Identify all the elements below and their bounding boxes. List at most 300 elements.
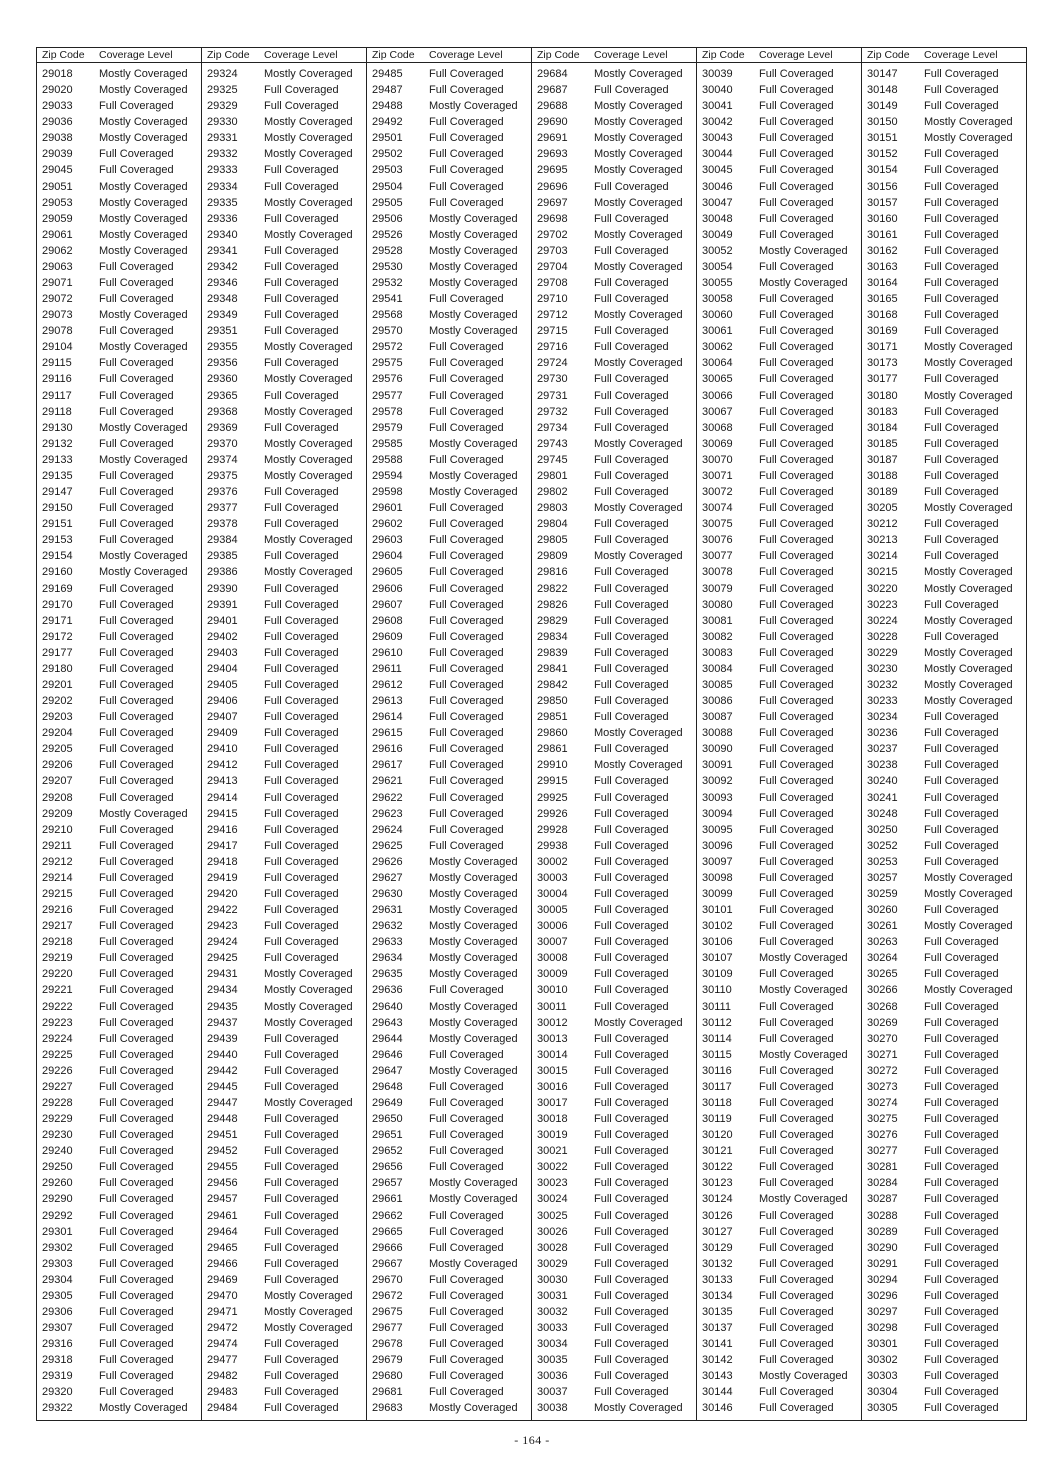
coverage-level-cell: Mostly Coveraged	[594, 550, 683, 563]
zip-code-cell: 30273	[867, 1080, 898, 1093]
coverage-level-cell: Full Coveraged	[264, 582, 339, 595]
zip-code-cell: 29378	[207, 518, 238, 531]
coverage-level-cell: Full Coveraged	[429, 116, 504, 129]
table-row	[367, 1127, 531, 1143]
table-row	[202, 1095, 366, 1111]
zip-code-cell: 29712	[537, 309, 568, 322]
zip-code-header: Zip Code	[42, 49, 85, 61]
zip-code-cell: 30064	[702, 357, 733, 370]
zip-code-cell: 30129	[702, 1241, 733, 1254]
table-row	[367, 1143, 531, 1159]
coverage-level-cell: Mostly Coveraged	[264, 148, 353, 161]
table-row	[532, 999, 696, 1015]
table-row	[697, 693, 861, 709]
table-row	[37, 725, 201, 741]
table-row	[37, 1352, 201, 1368]
coverage-level-cell: Full Coveraged	[99, 759, 174, 772]
table-row	[697, 773, 861, 789]
coverage-level-cell: Full Coveraged	[99, 325, 174, 338]
coverage-level-cell: Full Coveraged	[99, 968, 174, 981]
table-row	[367, 1352, 531, 1368]
zip-code-cell: 29488	[372, 100, 403, 113]
coverage-level-cell: Full Coveraged	[264, 743, 339, 756]
table-row	[367, 806, 531, 822]
coverage-level-cell: Full Coveraged	[429, 373, 504, 386]
table-row	[202, 516, 366, 532]
coverage-level-cell: Full Coveraged	[594, 743, 669, 756]
table-row	[367, 1015, 531, 1031]
table-row	[367, 436, 531, 452]
coverage-level-cell: Full Coveraged	[429, 1386, 504, 1399]
table-row	[697, 484, 861, 500]
zip-code-cell: 30236	[867, 727, 898, 740]
table-row	[532, 838, 696, 854]
table-row	[697, 564, 861, 580]
table-row	[697, 757, 861, 773]
zip-code-cell: 30264	[867, 952, 898, 965]
zip-code-cell: 29505	[372, 196, 403, 209]
table-row	[202, 1031, 366, 1047]
zip-code-cell: 29335	[207, 196, 238, 209]
zip-code-cell: 30290	[867, 1241, 898, 1254]
zip-code-header: Zip Code	[372, 49, 415, 61]
coverage-level-cell: Full Coveraged	[924, 598, 999, 611]
coverage-level-cell: Mostly Coveraged	[429, 1193, 518, 1206]
coverage-level-cell: Full Coveraged	[924, 759, 999, 772]
zip-code-cell: 30097	[702, 855, 733, 868]
coverage-level-cell: Full Coveraged	[594, 1338, 669, 1351]
zip-code-cell: 29390	[207, 582, 238, 595]
coverage-level-cell: Full Coveraged	[759, 164, 834, 177]
coverage-level-cell: Mostly Coveraged	[264, 469, 353, 482]
zip-code-cell: 29577	[372, 389, 403, 402]
table-row	[532, 1015, 696, 1031]
zip-code-cell: 29104	[42, 341, 73, 354]
table-row	[37, 709, 201, 725]
zip-code-cell: 29451	[207, 1129, 238, 1142]
table-row	[532, 870, 696, 886]
zip-code-cell: 30101	[702, 904, 733, 917]
zip-code-cell: 29650	[372, 1113, 403, 1126]
coverage-level-cell: Full Coveraged	[99, 293, 174, 306]
zip-code-cell: 30238	[867, 759, 898, 772]
table-row	[367, 1384, 531, 1400]
zip-code-cell: 30080	[702, 598, 733, 611]
table-row	[202, 130, 366, 146]
zip-code-cell: 30014	[537, 1048, 568, 1061]
coverage-level-cell: Full Coveraged	[924, 904, 999, 917]
zip-code-cell: 30036	[537, 1370, 568, 1383]
coverage-level-cell: Full Coveraged	[264, 678, 339, 691]
zip-code-cell: 30055	[702, 277, 733, 290]
zip-code-cell: 30151	[867, 132, 898, 145]
table-row	[862, 1191, 1026, 1207]
coverage-level-cell: Full Coveraged	[759, 1032, 834, 1045]
zip-code-cell: 29445	[207, 1080, 238, 1093]
zip-code-cell: 29116	[42, 373, 72, 386]
zip-code-cell: 29839	[537, 646, 568, 659]
zip-code-cell: 30275	[867, 1113, 898, 1126]
table-row	[862, 1224, 1026, 1240]
coverage-level-cell: Full Coveraged	[594, 1177, 669, 1190]
zip-code-cell: 29526	[372, 228, 403, 241]
zip-code-cell: 29690	[537, 116, 568, 129]
zip-code-cell: 30232	[867, 678, 898, 691]
zip-code-cell: 29169	[42, 582, 73, 595]
coverage-level-cell: Full Coveraged	[759, 550, 834, 563]
table-row	[697, 1288, 861, 1304]
table-row	[532, 291, 696, 307]
table-header	[862, 48, 1026, 63]
zip-code-cell: 29665	[372, 1225, 403, 1238]
table-row	[202, 1143, 366, 1159]
coverage-level-cell: Full Coveraged	[594, 1209, 669, 1222]
coverage-level-cell: Full Coveraged	[759, 132, 834, 145]
coverage-level-cell: Full Coveraged	[99, 646, 174, 659]
zip-code-cell: 29614	[372, 711, 403, 724]
zip-code-cell: 29386	[207, 566, 238, 579]
zip-code-cell: 29649	[372, 1097, 403, 1109]
zip-code-cell: 30032	[537, 1306, 568, 1319]
table-row	[532, 581, 696, 597]
table-row	[37, 436, 201, 452]
zip-code-header: Zip Code	[702, 49, 745, 61]
coverage-level-cell: Mostly Coveraged	[594, 228, 683, 241]
table-row	[202, 999, 366, 1015]
zip-code-cell: 30120	[702, 1129, 733, 1142]
table-row	[862, 597, 1026, 613]
zip-code-cell: 30141	[702, 1338, 733, 1351]
zip-code-cell: 29501	[372, 132, 403, 145]
zip-code-cell: 29541	[372, 293, 403, 306]
coverage-level-cell: Full Coveraged	[594, 244, 669, 257]
zip-code-cell: 29240	[42, 1145, 73, 1158]
coverage-level-cell: Full Coveraged	[429, 1322, 504, 1335]
table-row	[37, 259, 201, 275]
table-row	[367, 1224, 531, 1240]
zip-code-cell: 30303	[867, 1370, 898, 1383]
zip-code-cell: 29036	[42, 116, 73, 129]
coverage-level-cell: Full Coveraged	[924, 1386, 999, 1399]
table-row	[367, 307, 531, 323]
zip-code-cell: 29801	[537, 469, 568, 482]
coverage-level-cell: Full Coveraged	[924, 1257, 999, 1270]
coverage-level-cell: Full Coveraged	[759, 116, 834, 129]
zip-code-cell: 30044	[702, 148, 733, 161]
zip-code-cell: 29356	[207, 357, 238, 370]
coverage-level-cell: Full Coveraged	[924, 180, 999, 193]
coverage-level-cell: Full Coveraged	[264, 277, 339, 290]
zip-code-cell: 29221	[42, 984, 73, 997]
zip-code-cell: 29442	[207, 1064, 238, 1077]
table-row	[862, 1079, 1026, 1095]
coverage-level-cell: Full Coveraged	[924, 405, 999, 418]
table-row	[532, 1240, 696, 1256]
table-row	[697, 982, 861, 998]
zip-code-cell: 30079	[702, 582, 733, 595]
coverage-level-cell: Mostly Coveraged	[264, 566, 353, 579]
table-row	[532, 211, 696, 227]
coverage-level-cell: Full Coveraged	[264, 357, 339, 370]
coverage-level-cell: Full Coveraged	[924, 100, 999, 113]
zip-code-cell: 29678	[372, 1338, 403, 1351]
zip-code-cell: 29688	[537, 100, 568, 113]
table-row	[697, 114, 861, 130]
table-row	[532, 613, 696, 629]
zip-code-cell: 30058	[702, 293, 733, 306]
zip-code-cell: 29370	[207, 437, 238, 450]
coverage-level-cell: Full Coveraged	[924, 277, 999, 290]
table-row	[202, 259, 366, 275]
zip-code-cell: 29228	[42, 1097, 73, 1109]
coverage-level-header: Coverage Level	[99, 49, 173, 61]
zip-code-cell: 30087	[702, 711, 733, 724]
zip-code-cell: 30085	[702, 678, 733, 691]
coverage-level-cell: Mostly Coveraged	[99, 309, 188, 322]
zip-code-cell: 29331	[207, 132, 238, 145]
zip-code-cell: 29608	[372, 614, 403, 627]
zip-code-cell: 29851	[537, 711, 568, 724]
coverage-level-cell: Full Coveraged	[924, 437, 999, 450]
coverage-level-cell: Full Coveraged	[759, 1080, 834, 1093]
zip-code-cell: 29612	[372, 678, 403, 691]
zip-code-cell: 29633	[372, 936, 403, 949]
table-row	[367, 902, 531, 918]
zip-code-cell: 29850	[537, 695, 568, 708]
zip-code-cell: 29201	[42, 678, 73, 691]
zip-code-cell: 29417	[207, 839, 238, 852]
table-row	[862, 259, 1026, 275]
table-row	[367, 1047, 531, 1063]
coverage-level-cell: Mostly Coveraged	[429, 309, 518, 322]
zip-code-cell: 29610	[372, 646, 403, 659]
zip-code-cell: 29455	[207, 1161, 238, 1174]
zip-code-cell: 29915	[537, 775, 568, 788]
table-row	[367, 870, 531, 886]
zip-code-cell: 30281	[867, 1161, 898, 1174]
zip-code-cell: 29716	[537, 341, 568, 354]
coverage-level-cell: Mostly Coveraged	[429, 244, 518, 257]
table-row	[202, 1368, 366, 1384]
zip-code-cell: 30215	[867, 566, 898, 579]
zip-code-cell: 29133	[42, 453, 73, 466]
zip-code-cell: 29675	[372, 1306, 403, 1319]
table-row	[697, 98, 861, 114]
table-row	[697, 1079, 861, 1095]
table-row	[202, 950, 366, 966]
coverage-level-cell: Full Coveraged	[759, 1338, 834, 1351]
coverage-level-cell: Full Coveraged	[99, 1273, 174, 1286]
table-row	[862, 693, 1026, 709]
zip-code-cell: 29061	[42, 228, 73, 241]
zip-code-cell: 29177	[42, 646, 73, 659]
zip-code-cell: 30004	[537, 887, 568, 900]
zip-code-cell: 30054	[702, 260, 733, 273]
table-row	[532, 275, 696, 291]
zip-code-cell: 30072	[702, 486, 733, 499]
table-row	[862, 870, 1026, 886]
table-row	[202, 822, 366, 838]
zip-code-cell: 29320	[42, 1386, 73, 1399]
table-row	[697, 532, 861, 548]
coverage-level-cell: Full Coveraged	[759, 1322, 834, 1335]
coverage-level-cell: Full Coveraged	[759, 341, 834, 354]
table-row	[367, 179, 531, 195]
coverage-level-cell: Full Coveraged	[594, 791, 669, 804]
table-row	[532, 1224, 696, 1240]
table-row	[37, 838, 201, 854]
zip-code-cell: 29578	[372, 405, 403, 418]
zip-code-cell: 29330	[207, 116, 238, 129]
coverage-level-cell: Full Coveraged	[759, 678, 834, 691]
table-row	[37, 1304, 201, 1320]
coverage-level-cell: Full Coveraged	[924, 550, 999, 563]
coverage-level-cell: Full Coveraged	[99, 695, 174, 708]
table-row	[37, 388, 201, 404]
zip-code-cell: 29153	[42, 534, 73, 547]
coverage-level-cell: Mostly Coveraged	[99, 244, 188, 257]
zip-code-cell: 29938	[537, 839, 568, 852]
zip-code-cell: 30111	[702, 1000, 731, 1013]
coverage-level-cell: Full Coveraged	[99, 823, 174, 836]
table-row	[862, 1143, 1026, 1159]
zip-code-cell: 29461	[207, 1209, 238, 1222]
table-row	[862, 661, 1026, 677]
zip-code-cell: 29504	[372, 180, 403, 193]
coverage-level-cell: Full Coveraged	[429, 711, 504, 724]
table-row	[367, 388, 531, 404]
zip-code-cell: 29440	[207, 1048, 238, 1061]
zip-code-cell: 29039	[42, 148, 73, 161]
table-row	[532, 693, 696, 709]
table-row	[697, 388, 861, 404]
table-row	[367, 918, 531, 934]
coverage-level-cell: Full Coveraged	[594, 180, 669, 193]
table-row	[37, 1063, 201, 1079]
zip-code-cell: 29661	[372, 1193, 403, 1206]
table-row	[862, 66, 1026, 82]
table-row	[862, 82, 1026, 98]
table-row	[37, 404, 201, 420]
coverage-level-cell: Full Coveraged	[429, 1241, 504, 1254]
coverage-level-cell: Full Coveraged	[924, 1048, 999, 1061]
table-row	[202, 307, 366, 323]
table-header	[37, 48, 201, 63]
zip-code-cell: 30272	[867, 1064, 898, 1077]
coverage-level-cell: Full Coveraged	[429, 727, 504, 740]
coverage-level-cell: Full Coveraged	[264, 1145, 339, 1158]
coverage-level-cell: Mostly Coveraged	[264, 1000, 353, 1013]
zip-code-cell: 29319	[42, 1370, 73, 1383]
zip-code-cell: 29225	[42, 1048, 73, 1061]
table-row	[202, 886, 366, 902]
zip-code-cell: 29038	[42, 132, 73, 145]
zip-code-cell: 30018	[537, 1113, 568, 1126]
coverage-level-cell: Full Coveraged	[594, 614, 669, 627]
table-row	[367, 741, 531, 757]
table-row	[202, 404, 366, 420]
coverage-level-cell: Full Coveraged	[924, 373, 999, 386]
coverage-level-cell: Full Coveraged	[264, 293, 339, 306]
coverage-level-cell: Full Coveraged	[429, 1080, 504, 1093]
coverage-level-cell: Full Coveraged	[924, 309, 999, 322]
coverage-level-cell: Full Coveraged	[264, 1161, 339, 1174]
table-row	[862, 950, 1026, 966]
table-row	[37, 693, 201, 709]
coverage-level-cell: Full Coveraged	[99, 887, 174, 900]
table-row	[202, 275, 366, 291]
coverage-level-cell: Full Coveraged	[429, 630, 504, 643]
zip-code-cell: 30291	[867, 1257, 898, 1270]
zip-code-cell: 30034	[537, 1338, 568, 1351]
table-row	[367, 532, 531, 548]
zip-code-cell: 30237	[867, 743, 898, 756]
zip-code-cell: 30177	[867, 373, 898, 386]
coverage-level-cell: Full Coveraged	[264, 518, 339, 531]
zip-code-cell: 29419	[207, 871, 238, 884]
zip-code-cell: 29033	[42, 100, 73, 113]
coverage-level-cell: Mostly Coveraged	[759, 984, 848, 997]
zip-code-cell: 30096	[702, 839, 733, 852]
coverage-level-cell: Full Coveraged	[924, 1338, 999, 1351]
coverage-level-cell: Mostly Coveraged	[429, 1000, 518, 1013]
coverage-level-cell: Full Coveraged	[264, 1354, 339, 1367]
coverage-level-cell: Full Coveraged	[759, 373, 834, 386]
coverage-level-cell: Full Coveraged	[99, 630, 174, 643]
zip-code-cell: 30252	[867, 839, 898, 852]
zip-code-cell: 29403	[207, 646, 238, 659]
zip-code-cell: 29683	[372, 1402, 403, 1415]
zip-code-cell: 30077	[702, 550, 733, 563]
coverage-level-cell: Full Coveraged	[264, 84, 339, 97]
coverage-level-cell: Mostly Coveraged	[429, 260, 518, 273]
table-row	[697, 661, 861, 677]
table-row	[862, 1063, 1026, 1079]
table-row	[697, 581, 861, 597]
zip-code-cell: 29487	[372, 84, 403, 97]
zip-code-cell: 29624	[372, 823, 403, 836]
coverage-level-cell: Full Coveraged	[429, 180, 504, 193]
coverage-level-cell: Full Coveraged	[924, 791, 999, 804]
zip-code-cell: 30213	[867, 534, 898, 547]
coverage-level-cell: Full Coveraged	[429, 678, 504, 691]
zip-code-cell: 29704	[537, 260, 568, 273]
table-row	[697, 902, 861, 918]
table-row	[202, 982, 366, 998]
coverage-level-cell: Full Coveraged	[594, 984, 669, 997]
zip-code-cell: 30183	[867, 405, 898, 418]
zip-code-cell: 30010	[537, 984, 568, 997]
zip-code-cell: 30005	[537, 904, 568, 917]
coverage-level-cell: Full Coveraged	[264, 630, 339, 643]
coverage-level-cell: Full Coveraged	[759, 695, 834, 708]
coverage-level-cell: Full Coveraged	[924, 1273, 999, 1286]
coverage-level-header: Coverage Level	[924, 49, 998, 61]
zip-code-cell: 30112	[702, 1016, 732, 1029]
zip-code-cell: 29062	[42, 244, 73, 257]
coverage-level-cell: Mostly Coveraged	[924, 920, 1013, 933]
table-row	[367, 227, 531, 243]
table-row	[697, 1015, 861, 1031]
table-row	[367, 146, 531, 162]
table-row	[862, 1127, 1026, 1143]
table-row	[697, 806, 861, 822]
zip-code-cell: 29482	[207, 1370, 238, 1383]
zip-code-cell: 29634	[372, 952, 403, 965]
coverage-level-cell: Full Coveraged	[594, 469, 669, 482]
coverage-level-cell: Mostly Coveraged	[924, 341, 1013, 354]
coverage-level-cell: Full Coveraged	[759, 1129, 834, 1142]
